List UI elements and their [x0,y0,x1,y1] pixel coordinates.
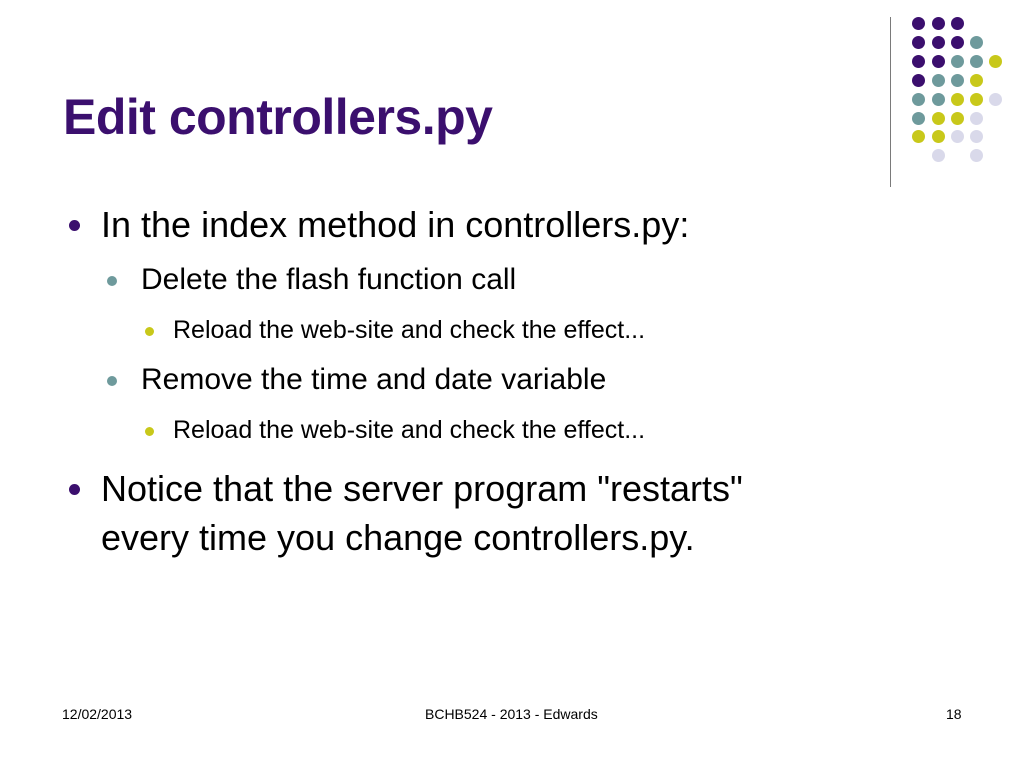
footer-center-text: BCHB524 - 2013 - Edwards [425,706,598,722]
bullet-item [173,416,645,445]
footer-date: 12/02/2013 [62,706,133,722]
decorative-dot [932,74,945,87]
decorative-dot [932,130,945,143]
decorative-dot [932,149,945,162]
decorative-dot [970,130,983,143]
decorative-dot [932,17,945,30]
decorative-dot [932,36,945,49]
decorative-dot [912,17,925,30]
bullet-marker-icon [107,276,117,286]
decorative-dot [932,55,945,68]
bullet-text: Delete the flash function call [141,263,517,296]
decorative-dot [970,74,983,87]
decorative-dot [951,112,964,125]
bullet-text: Reload the web-site and check the effect... [173,416,646,444]
decorative-dot [912,130,925,143]
bullet-marker-icon [69,220,80,231]
bullet-item [141,363,606,397]
bullet-marker-icon [69,484,80,495]
decorative-dot [989,55,1002,68]
decorative-dot [912,74,925,87]
bullet-item [101,468,743,510]
decorative-dot [970,93,983,106]
decorative-dot [912,93,925,106]
decorative-dot [989,93,1002,106]
decorative-dot [951,74,964,87]
bullet-marker-icon [107,376,117,386]
bullet-text: In the index method in controllers.py: [101,204,690,245]
bullet-text: Reload the web-site and check the effect... [173,316,646,344]
bullet-continuation [101,517,695,559]
bullet-item [141,263,516,297]
decorative-dot [951,17,964,30]
decorative-dot [951,36,964,49]
decorative-dot [970,149,983,162]
decorative-dot [951,55,964,68]
decorative-dot [932,112,945,125]
decorative-dot [932,93,945,106]
bullet-marker-icon [145,427,154,436]
footer-page-number: 18 [946,706,962,722]
decorative-divider-line [890,17,891,187]
bullet-text: Remove the time and date variable [141,363,607,396]
bullet-text: Notice that the server program "restarts" [101,468,743,509]
bullet-marker-icon [145,327,154,336]
decorative-dot [970,112,983,125]
decorative-dot [951,130,964,143]
decorative-dot [912,55,925,68]
decorative-dot [912,36,925,49]
slide-title: Edit controllers.py [63,89,493,145]
decorative-dot [912,112,925,125]
bullet-text: every time you change controllers.py. [101,517,695,558]
decorative-dot [951,93,964,106]
bullet-item [173,316,645,345]
bullet-item [101,204,689,246]
decorative-dot [970,55,983,68]
decorative-dot [970,36,983,49]
